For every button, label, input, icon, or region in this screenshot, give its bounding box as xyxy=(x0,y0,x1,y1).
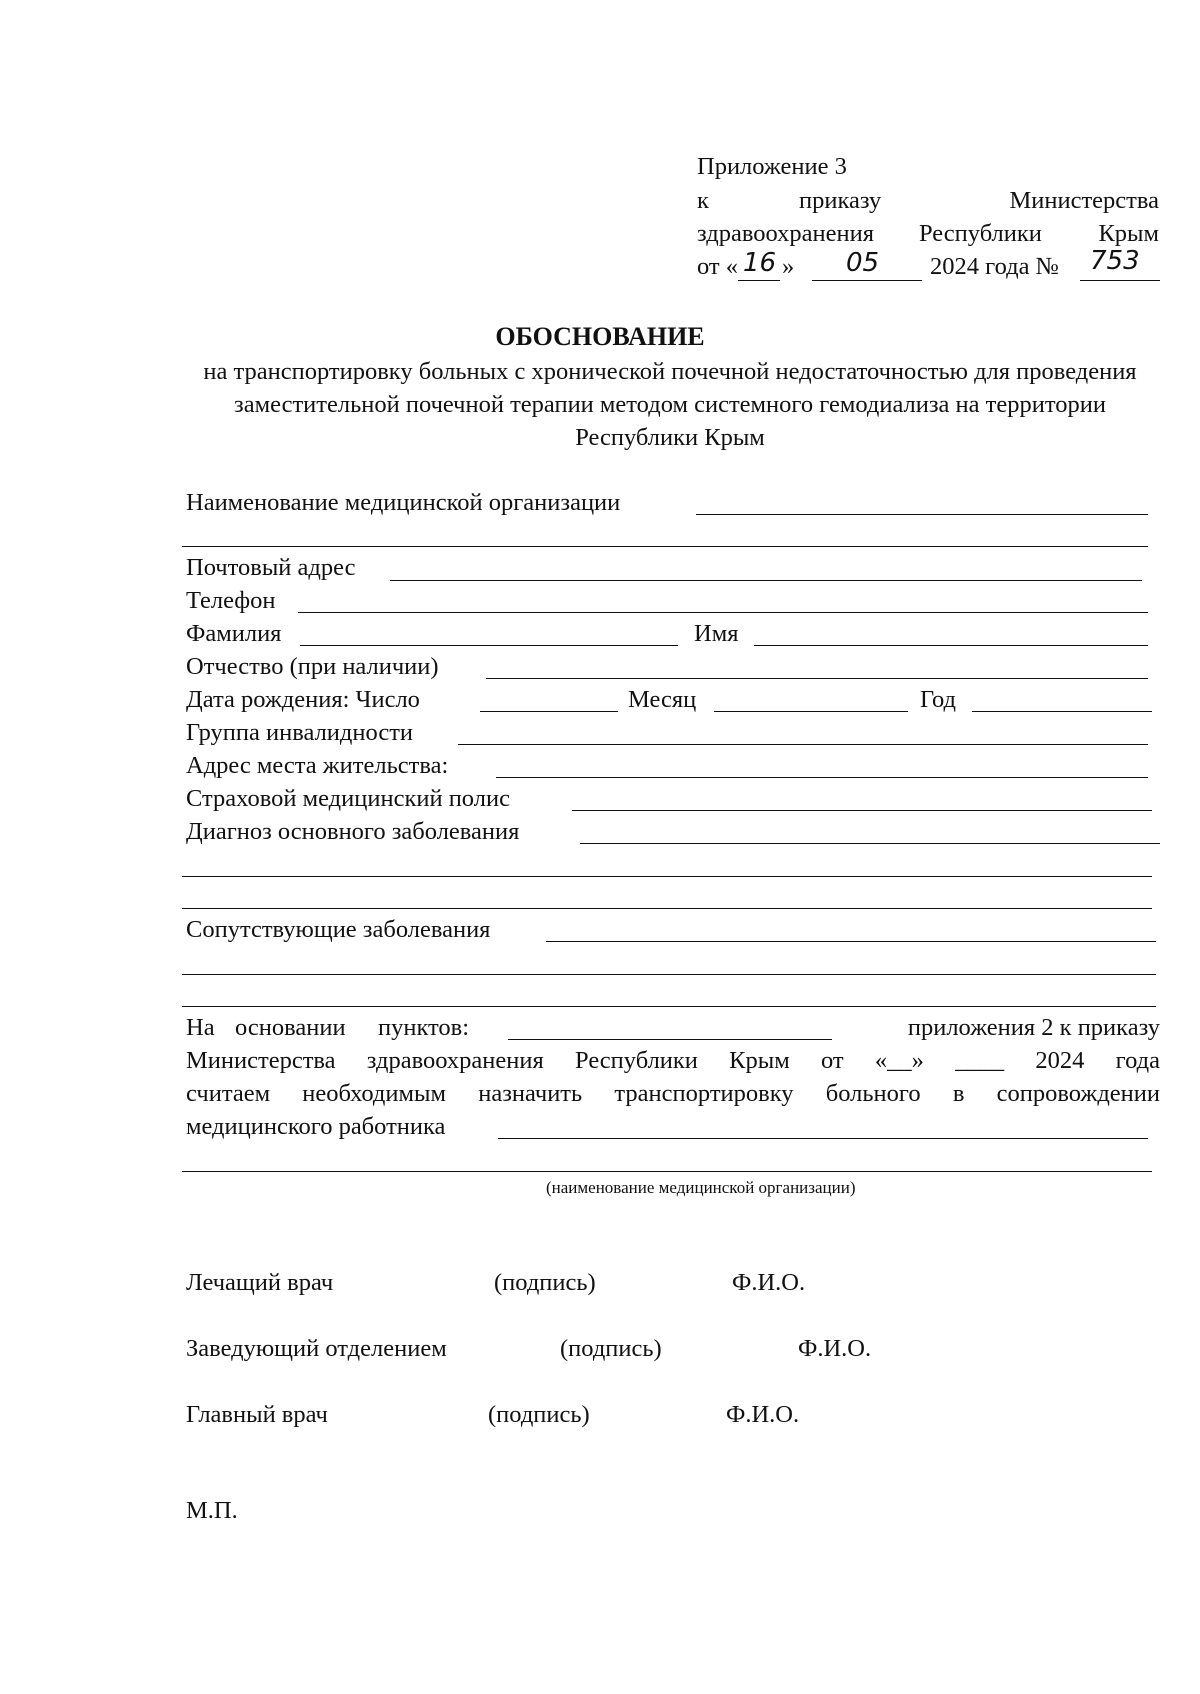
label-residence: Адрес места жительства: xyxy=(186,752,449,779)
field-diagnosis-line-2[interactable] xyxy=(182,876,1152,877)
field-basis-points-line[interactable] xyxy=(508,1039,832,1040)
label-phone: Телефон xyxy=(186,587,276,614)
field-escort-line-2[interactable] xyxy=(182,1171,1152,1172)
date-day-underline xyxy=(738,280,780,281)
basis-appendix-ref: приложения 2 к приказу xyxy=(907,1014,1160,1041)
field-escort-line[interactable] xyxy=(498,1138,1148,1139)
ministry-word-2: Республики xyxy=(919,220,1042,247)
sig-sign-chief: (подпись) xyxy=(488,1401,590,1428)
sig-sign-head: (подпись) xyxy=(560,1335,662,1362)
field-comorbid-line-2[interactable] xyxy=(182,974,1156,975)
order-prikazu: приказу xyxy=(799,187,882,214)
sig-role-chief: Главный врач xyxy=(186,1401,328,1428)
document-subtitle: на транспортировку больных с хронической почечной недостаточностью для проведения заместительной почечной терапии методом системного гемодиализа на территории Республики Крым xyxy=(203,358,1137,451)
label-birth-day: Дата рождения: Число xyxy=(186,686,420,713)
field-disability-line[interactable] xyxy=(458,744,1148,745)
sig-role-attending: Лечащий врач xyxy=(186,1269,334,1296)
field-insurance-line[interactable] xyxy=(572,810,1152,811)
order-ministry: Министерства xyxy=(1009,187,1159,214)
label-name: Имя xyxy=(694,620,739,647)
sig-sign-attending: (подпись) xyxy=(494,1269,596,1296)
label-org-name: Наименование медицинской организации xyxy=(186,489,621,516)
field-residence-line[interactable] xyxy=(496,777,1148,778)
field-birth-year-line[interactable] xyxy=(972,711,1152,712)
date-month-underline xyxy=(812,280,922,281)
escort-caption: (наименование медицинской организации) xyxy=(546,1178,856,1197)
label-birth-month: Месяц xyxy=(628,686,697,713)
sig-role-head: Заведующий отделением xyxy=(186,1335,447,1362)
date-close-quote: » xyxy=(782,253,795,280)
date-prefix: от « xyxy=(697,253,739,280)
date-year: 2024 года № xyxy=(930,253,1059,280)
field-comorbid-line[interactable] xyxy=(546,941,1156,942)
basis-word-punktov: пунктов: xyxy=(378,1014,470,1041)
label-birth-year: Год xyxy=(920,686,957,713)
label-diagnosis: Диагноз основного заболевания xyxy=(186,818,520,845)
field-name-line[interactable] xyxy=(754,645,1148,646)
date-day-handwritten: 16 xyxy=(743,248,777,278)
basis-word-osnovanii: основании xyxy=(235,1014,346,1041)
sig-fio-attending: Ф.И.О. xyxy=(732,1269,806,1296)
label-insurance: Страховой медицинский полис xyxy=(186,785,510,812)
field-postal-address-line[interactable] xyxy=(390,580,1142,581)
document-title: ОБОСНОВАНИЕ xyxy=(495,322,705,351)
label-patronymic: Отчество (при наличии) xyxy=(186,653,439,680)
order-number-underline xyxy=(1080,280,1160,281)
order-number-handwritten: 753 xyxy=(1090,246,1140,276)
field-surname-line[interactable] xyxy=(300,645,678,646)
stamp-place: М.П. xyxy=(186,1497,238,1524)
order-date-line xyxy=(697,252,738,282)
order-k: к xyxy=(697,187,709,214)
sig-fio-chief: Ф.И.О. xyxy=(726,1401,800,1428)
label-surname: Фамилия xyxy=(186,620,282,647)
label-comorbid: Сопутствующие заболевания xyxy=(186,916,491,943)
field-birth-month-line[interactable] xyxy=(714,711,908,712)
field-org-name-line-2[interactable] xyxy=(182,546,1148,547)
appendix-label: Приложение 3 xyxy=(697,153,847,180)
field-diagnosis-line[interactable] xyxy=(580,843,1160,844)
label-postal-address: Почтовый адрес xyxy=(186,554,356,581)
field-diagnosis-line-3[interactable] xyxy=(182,908,1152,909)
basis-line-4: медицинского работника xyxy=(186,1113,446,1140)
ministry-word-1: здравоохранения xyxy=(697,220,874,247)
basis-line-3: считаем необходимым назначить транспортировку больного в сопровождении xyxy=(186,1080,1160,1107)
sig-fio-head: Ф.И.О. xyxy=(798,1335,872,1362)
field-birth-day-line[interactable] xyxy=(480,711,618,712)
field-comorbid-line-3[interactable] xyxy=(182,1006,1156,1007)
basis-line-2: Министерства здравоохранения Республики Крым от «__» ____ 2024 года xyxy=(186,1047,1160,1074)
label-disability: Группа инвалидности xyxy=(186,719,414,746)
ministry-word-3: Крым xyxy=(1098,220,1159,247)
date-month-handwritten: 05 xyxy=(846,248,880,278)
basis-word-na: На xyxy=(186,1014,215,1041)
field-patronymic-line[interactable] xyxy=(486,678,1148,679)
field-org-name-line[interactable] xyxy=(696,514,1148,515)
field-phone-line[interactable] xyxy=(298,612,1148,613)
